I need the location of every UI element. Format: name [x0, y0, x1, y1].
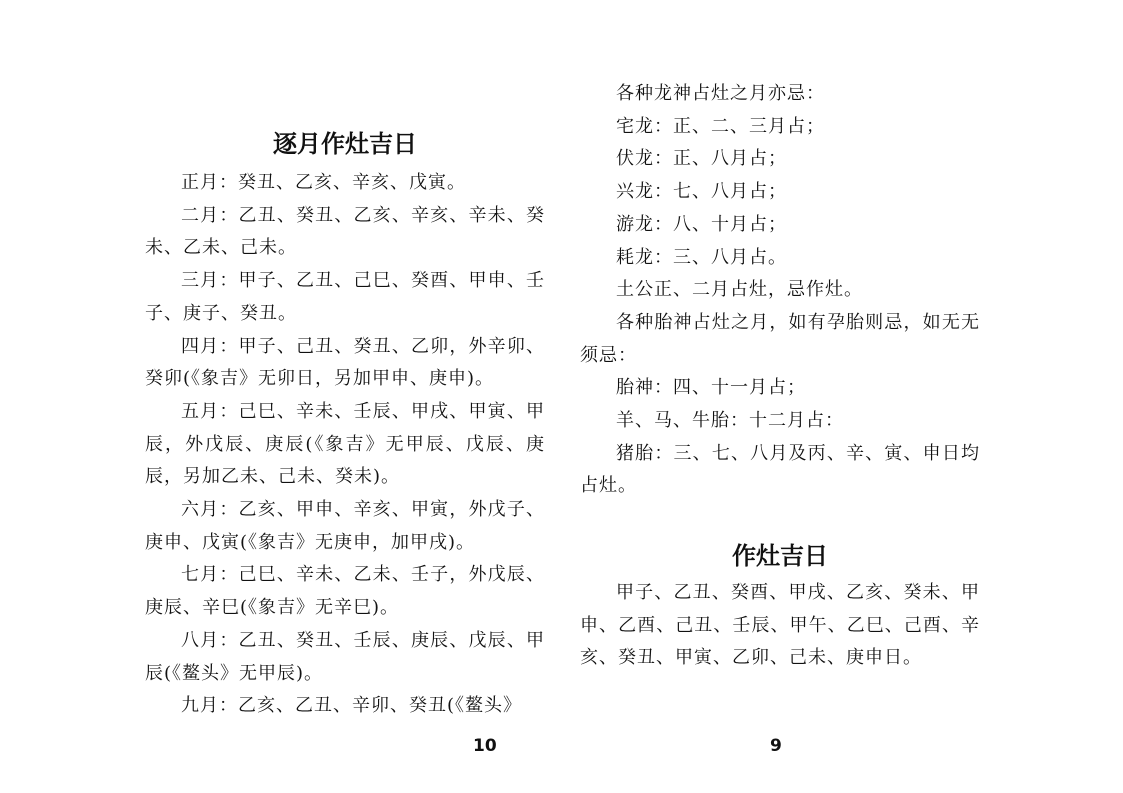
paragraph-auspicious-days: 甲子、乙丑、癸酉、甲戌、乙亥、癸未、甲申、乙酉、己丑、壬辰、甲午、乙巳、己酉、辛亥、癸丑、甲寅、乙卯、己未、庚申日。: [580, 582, 980, 669]
left-page-body: [145, 167, 545, 723]
paragraph-earth-god: 土公正、二月占灶，忌作灶。: [616, 279, 863, 301]
paragraph-pig-fetus: 猪胎：三、七、八月及丙、辛、寅、申日均占灶。: [580, 442, 980, 497]
right-page-title: 作灶吉日: [732, 542, 828, 570]
paragraph-month-2: 二月：乙丑、癸丑、乙亥、辛亥、辛未、癸未、乙未、己未。: [145, 204, 545, 259]
paragraph-month-6: 六月：乙亥、甲申、辛亥、甲寅，外戊子、庚申、戊寅(《象吉》无庚申，加甲戌)。: [145, 499, 545, 553]
paragraph-livestock-fetus: 羊、马、牛胎：十二月占：: [616, 410, 844, 432]
paragraph-fetus-god: 胎神：四、十一月占；: [616, 377, 806, 399]
paragraph-month-8: 八月：乙丑、癸丑、壬辰、庚辰、戊辰、甲辰(《鳌头》无甲辰)。: [145, 629, 545, 684]
page-number-left: 10: [473, 736, 497, 756]
left-page-title: 逐月作灶吉日: [273, 130, 417, 158]
paragraph-dragon-rising: 兴龙：七、八月占；: [616, 181, 787, 203]
paragraph-month-4: 四月：甲子、己丑、癸丑、乙卯，外辛卯、癸卯(《象吉》无卯日，另加甲申、庚申)。: [145, 335, 545, 390]
paragraph-dragon-hidden: 伏龙：正、八月占；: [616, 148, 787, 170]
paragraph-month-3: 三月：甲子、乙丑、己巳、癸酉、甲申、壬子、庚子、癸丑。: [145, 270, 545, 324]
paragraph-dragon-consuming: 耗龙：三、八月占。: [616, 246, 787, 268]
paragraph-dragon-intro: 各种龙神占灶之月亦忌：: [616, 83, 825, 104]
paragraph-fetus-intro: 各种胎神占灶之月，如有孕胎则忌，如无无须忌：: [580, 311, 980, 366]
right-page: [580, 0, 980, 793]
paragraph-dragon-house: 宅龙：正、二、三月占；: [616, 115, 825, 137]
paragraph-month-9: 九月：乙亥、乙丑、辛卯、癸丑(《鳌头》: [181, 695, 523, 717]
paragraph-dragon-roaming: 游龙：八、十月占；: [616, 213, 787, 235]
right-page-top-body: [580, 78, 980, 503]
left-page: [145, 0, 545, 793]
right-page-bottom-body: [580, 577, 980, 675]
page-number-right: 9: [770, 736, 782, 756]
paragraph-month-1: 正月：癸丑、乙亥、辛亥、戊寅。: [181, 172, 466, 193]
paragraph-month-5: 五月：己巳、辛未、壬辰、甲戌、甲寅、甲辰，外戊辰、庚辰(《象吉》无甲辰、戊辰、庚辰，另加乙未、己未、癸未)。: [145, 400, 545, 488]
paragraph-month-7: 七月：己巳、辛未、乙未、壬子，外戊辰、庚辰、辛巳(《象吉》无辛巳)。: [145, 564, 545, 619]
